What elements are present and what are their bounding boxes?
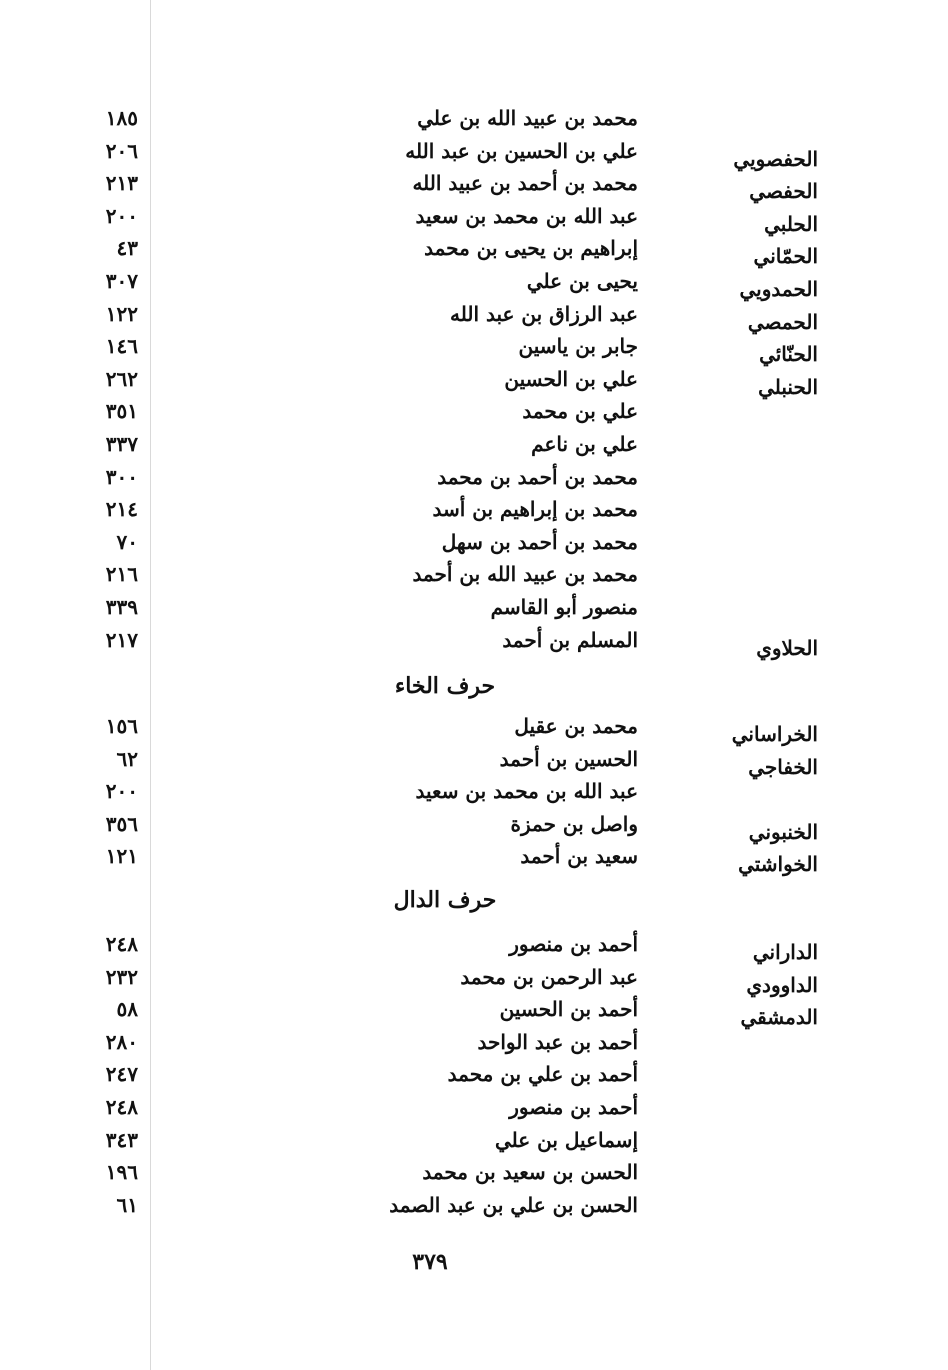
entry-person-name: إسماعيل بن علي [494,1128,638,1152]
index-entry [0,928,948,964]
index-entry [0,591,948,623]
entry-person-name: إبراهيم بن يحيى بن محمد [424,236,638,260]
entry-page-number: ٢١٤ [105,497,138,521]
index-entry [0,1026,948,1058]
entry-nisba: الحنّائي [759,342,818,366]
entry-page-number: ٢٦٢ [105,367,138,391]
entry-person-name: علي بن محمد [522,399,638,423]
entry-nisba: الدمشقي [740,1005,818,1029]
entry-page-number: ٢١٧ [105,628,138,652]
entry-person-name: محمد بن عقيل [514,714,638,738]
index-entry [0,232,948,268]
entry-person-name: محمد بن عبيد الله بن أحمد [412,562,638,586]
entry-page-number: ١٨٥ [105,106,138,130]
entry-page-number: ٢١٦ [105,562,138,586]
index-entry [0,1156,948,1188]
entry-person-name: أحمد بن منصور [509,932,638,956]
entry-page-number: ٣٤٣ [105,1128,138,1152]
index-entry [0,558,948,590]
index-entry [0,298,948,334]
entry-page-number: ٢٤٧ [105,1062,138,1086]
entry-page-number: ٣٣٧ [105,432,138,456]
entry-nisba: الحفصويي [733,147,818,171]
entry-person-name: يحيى بن علي [526,269,638,293]
entry-page-number: ٣٠٧ [105,269,138,293]
entry-nisba: الخفاجي [748,755,818,779]
index-entry [0,102,948,134]
entry-page-number: ٢٤٨ [105,932,138,956]
entry-person-name: المسلم بن أحمد [502,628,638,652]
entry-page-number: ٢٨٠ [105,1030,138,1054]
index-entry [0,167,948,203]
entry-person-name: عبد الرزاق بن عبد الله [450,302,638,326]
index-entry [0,428,948,460]
index-entry [0,775,948,807]
entry-page-number: ٧٠ [116,530,138,554]
entry-page-number: ٢٣٢ [105,965,138,989]
index-entry [0,526,948,558]
entry-person-name: محمد بن أحمد بن سهل [441,530,638,554]
index-entry [0,395,948,427]
entry-page-number: ٦٢ [116,747,138,771]
entry-page-number: ٢٠٠ [105,204,138,228]
entry-nisba: الحمصي [747,310,818,334]
entry-page-number: ٣٥١ [105,399,138,423]
index-entry [0,840,948,876]
entry-page-number: ٢٤٨ [105,1095,138,1119]
index-entry [0,200,948,236]
entry-page-number: ١٢١ [105,844,138,868]
entry-person-name: عبد الله بن محمد بن سعيد [415,779,638,803]
entry-person-name: جابر بن ياسين [518,334,638,358]
index-entry [0,330,948,366]
entry-nisba: الخواشتي [738,852,818,876]
index-entry [0,363,948,399]
entry-person-name: الحسن بن سعيد بن محمد [422,1160,638,1184]
entry-person-name: سعيد بن أحمد [520,844,638,868]
index-entry [0,743,948,779]
index-entry [0,993,948,1029]
entry-person-name: علي بن الحسين [504,367,638,391]
index-entry [0,265,948,301]
index-entry [0,461,948,493]
entry-page-number: ٦١ [116,1193,138,1217]
entry-person-name: أحمد بن الحسين [499,997,638,1021]
entry-page-number: ٢١٣ [105,171,138,195]
entry-page-number: ٢٠٠ [105,779,138,803]
index-entry [0,808,948,844]
entry-page-number: ١٥٦ [105,714,138,738]
index-entry [0,961,948,997]
entry-person-name: الحسن بن علي بن عبد الصمد [389,1193,638,1217]
entry-person-name: محمد بن عبيد الله بن علي [417,106,638,130]
entry-person-name: الحسين بن أحمد [499,747,638,771]
entry-nisba: الحنبلي [758,375,818,399]
entry-person-name: محمد بن أحمد بن محمد [437,465,638,489]
index-entry [0,710,948,746]
entry-person-name: أحمد بن علي بن محمد [447,1062,638,1086]
entry-person-name: واصل بن حمزة [510,812,638,836]
entry-page-number: ٣٣٩ [105,595,138,619]
index-entry [0,1124,948,1156]
entry-person-name: علي بن ناعم [531,432,638,456]
entry-page-number: ١٤٦ [105,334,138,358]
entry-nisba: الحفصي [749,179,818,203]
entry-page-number: ٣٠٠ [105,465,138,489]
entry-nisba: الداوودي [746,973,818,997]
entry-nisba: الخنبوني [748,820,818,844]
entry-page-number: ١٢٢ [105,302,138,326]
entry-person-name: منصور أبو القاسم [490,595,638,619]
entry-nisba: الداراني [752,940,818,964]
entry-person-name: علي بن الحسين بن عبد الله [405,139,638,163]
entry-nisba: الحمدويي [739,277,818,301]
index-entry [0,493,948,525]
index-entry [0,1091,948,1123]
entry-nisba: الحلبي [764,212,818,236]
entry-nisba: الخراساني [731,722,818,746]
entry-person-name: محمد بن أحمد بن عبيد الله [412,171,638,195]
index-entry [0,1058,948,1090]
entry-page-number: ٢٠٦ [105,139,138,163]
entry-page-number: ٤٣ [116,236,138,260]
entry-page-number: ١٩٦ [105,1160,138,1184]
index-entry [0,1189,948,1221]
entry-nisba: الحلاوي [756,636,818,660]
index-entry [0,135,948,171]
entry-nisba: الحمّاني [753,244,818,268]
section-heading: حرف الدال [393,887,497,913]
entry-person-name: محمد بن إبراهيم بن أسد [432,497,638,521]
entry-person-name: أحمد بن عبد الواحد [477,1030,638,1054]
entry-page-number: ٥٨ [116,997,138,1021]
entry-person-name: أحمد بن منصور [509,1095,638,1119]
page-number: ٣٧٩ [412,1249,448,1275]
entry-person-name: عبد الرحمن بن محمد [460,965,638,989]
section-heading: حرف الخاء [394,673,496,699]
entry-page-number: ٣٥٦ [105,812,138,836]
entry-person-name: عبد الله بن محمد بن سعيد [415,204,638,228]
index-entry [0,624,948,660]
